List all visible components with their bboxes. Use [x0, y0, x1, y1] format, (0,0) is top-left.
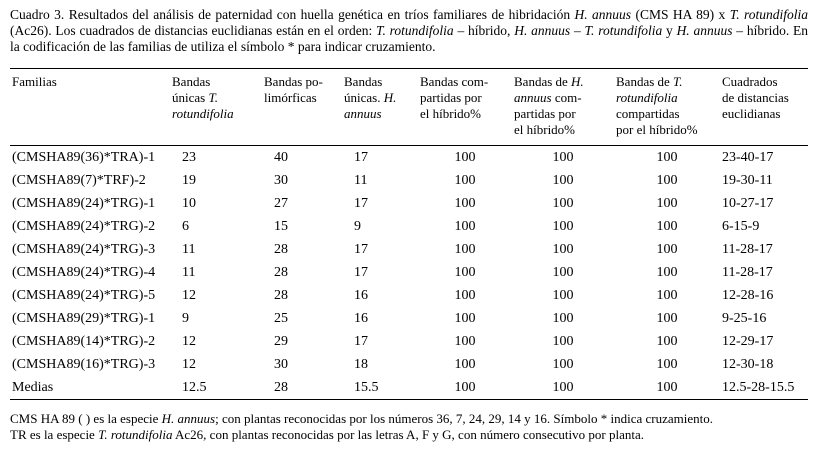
value-cell: 100 [552, 288, 574, 303]
text-run: com- [551, 90, 582, 105]
family-cell: (CMSHA89(14)*TRG)-2 [12, 334, 156, 349]
value-cell: 10-27-17 [722, 196, 774, 211]
value-cell: 11 [182, 242, 196, 257]
column-header [512, 69, 614, 146]
value-cell: 17 [354, 150, 368, 165]
text-run: Familias [12, 74, 57, 89]
text-run: Bandas po- [264, 74, 323, 89]
text-run: Bandas com- [420, 74, 489, 89]
value-cell: 17 [354, 196, 368, 211]
family-cell: (CMSHA89(7)*TRF)-2 [12, 173, 146, 188]
header-row [10, 69, 808, 146]
value-cell: 100 [656, 311, 678, 326]
value-cell: 100 [552, 380, 574, 395]
species-name: H. [383, 90, 397, 105]
column-header [342, 69, 418, 146]
value-cell: 17 [354, 242, 368, 257]
text-run: – híbrido, [453, 23, 515, 38]
text-run: ; con plantas reconocidas por los números 36, 7, 24, 29, 14 y 16. Símbolo * indica cruzamiento. [215, 411, 713, 426]
text-run: – [570, 23, 585, 38]
value-cell: 100 [454, 173, 476, 188]
value-cell: 9-25-16 [722, 311, 767, 326]
value-cell: 28 [274, 242, 288, 257]
value-cell: 100 [552, 150, 574, 165]
species-name: T. [673, 74, 683, 89]
value-cell: 9 [182, 311, 189, 326]
text-run: – híbrido. En la codificación de las familias de utiliza el símbolo * para indicar cruzamiento. [10, 23, 809, 54]
value-cell: 100 [552, 196, 574, 211]
value-cell: 11-28-17 [722, 265, 773, 280]
value-cell: 100 [454, 288, 476, 303]
column-header [10, 69, 170, 146]
value-cell: 100 [656, 265, 678, 280]
family-cell: (CMSHA89(24)*TRG)-3 [12, 242, 156, 257]
value-cell: 100 [656, 150, 678, 165]
text-run: Ac26, con plantas reconocidas por las letras A, F y G, con número consecutivo por planta. [172, 427, 644, 442]
value-cell: 6 [182, 219, 189, 234]
species-name: T. rotundifolia [584, 23, 663, 38]
species-name: H. annuus [676, 23, 733, 38]
species-name: annuus [344, 106, 382, 121]
table-row [10, 330, 808, 353]
value-cell: 25 [274, 311, 288, 326]
table-row [10, 376, 808, 400]
table-body [10, 146, 808, 400]
species-name: H. annuus [514, 23, 571, 38]
table-footnote [10, 411, 808, 443]
text-run: (CMS HA 89) x [631, 7, 730, 22]
family-cell: (CMSHA89(24)*TRG)-5 [12, 288, 156, 303]
value-cell: 17 [354, 334, 368, 349]
text-run: únicas [172, 90, 209, 105]
species-name: rotundifolia [172, 106, 234, 121]
value-cell: 28 [274, 380, 288, 395]
value-cell: 100 [656, 196, 678, 211]
text-run: Bandas de [616, 74, 674, 89]
species-name: rotundifolia [616, 90, 678, 105]
text-run: euclidianas [722, 106, 781, 121]
species-name: H. annuus [161, 411, 216, 426]
table-row [10, 192, 808, 215]
value-cell: 11 [182, 265, 196, 280]
value-cell: 12 [182, 357, 196, 372]
text-run: TR es la especie [10, 427, 99, 442]
text-run: Cuadro 3. Resultados del análisis de paternidad con huella genética en tríos familiares de hibridación [10, 7, 575, 22]
text-run: por el híbrido% [616, 122, 698, 137]
value-cell: 40 [274, 150, 288, 165]
text-run: Bandas de [514, 74, 572, 89]
column-header [720, 69, 808, 146]
text-run: el híbrido% [420, 106, 482, 121]
value-cell: 100 [454, 150, 476, 165]
value-cell: 12-28-16 [722, 288, 774, 303]
value-cell: 100 [656, 288, 678, 303]
family-cell: (CMSHA89(24)*TRG)-4 [12, 265, 156, 280]
value-cell: 18 [354, 357, 368, 372]
table-row [10, 284, 808, 307]
value-cell: 12 [182, 334, 196, 349]
text-run: Bandas [344, 74, 383, 89]
value-cell: 100 [454, 265, 476, 280]
value-cell: 12-29-17 [722, 334, 774, 349]
value-cell: 23-40-17 [722, 150, 774, 165]
value-cell: 100 [552, 357, 574, 372]
text-run: únicas. [344, 90, 384, 105]
value-cell: 30 [274, 357, 288, 372]
table-row [10, 169, 808, 192]
column-header [170, 69, 262, 146]
value-cell: 100 [454, 334, 476, 349]
value-cell: 100 [656, 173, 678, 188]
value-cell: 15 [274, 219, 288, 234]
value-cell: 23 [182, 150, 196, 165]
value-cell: 100 [656, 357, 678, 372]
value-cell: 28 [274, 265, 288, 280]
species-name: T. rotundifolia [729, 7, 809, 22]
table-row [10, 215, 808, 238]
species-name: T. rotundifolia [376, 23, 454, 38]
value-cell: 9 [354, 219, 361, 234]
results-table [10, 68, 808, 400]
value-cell: 100 [454, 357, 476, 372]
column-header [614, 69, 720, 146]
value-cell: 100 [656, 219, 678, 234]
table-row [10, 307, 808, 330]
value-cell: 12.5-28-15.5 [722, 380, 795, 395]
value-cell: 12.5 [182, 380, 207, 395]
text-run: el híbrido% [514, 122, 576, 137]
value-cell: 100 [552, 242, 574, 257]
family-cell: (CMSHA89(24)*TRG)-1 [12, 196, 156, 211]
value-cell: 100 [552, 219, 574, 234]
value-cell: 10 [182, 196, 196, 211]
value-cell: 15.5 [354, 380, 379, 395]
species-name: H. annuus [574, 7, 632, 22]
species-name: T. rotundifolia [98, 427, 173, 442]
value-cell: 100 [656, 334, 678, 349]
value-cell: 100 [552, 265, 574, 280]
text-run: Bandas [172, 74, 211, 89]
value-cell: 100 [552, 311, 574, 326]
value-cell: 16 [354, 311, 368, 326]
value-cell: 100 [454, 219, 476, 234]
value-cell: 100 [552, 334, 574, 349]
table-caption [10, 7, 808, 55]
value-cell: 100 [454, 242, 476, 257]
value-cell: 17 [354, 265, 368, 280]
text-run: (Ac26). Los cuadrados de distancias euclidianas están en el orden: [10, 23, 376, 38]
text-run: compartidas [616, 106, 680, 121]
value-cell: 27 [274, 196, 288, 211]
species-name: T. [208, 90, 218, 105]
table-row [10, 353, 808, 376]
column-header [418, 69, 512, 146]
table-header [10, 69, 808, 146]
value-cell: 16 [354, 288, 368, 303]
text-run: limórficas [264, 90, 317, 105]
value-cell: 11-28-17 [722, 242, 773, 257]
family-cell: (CMSHA89(16)*TRG)-3 [12, 357, 156, 372]
value-cell: 100 [552, 173, 574, 188]
value-cell: 30 [274, 173, 288, 188]
family-cell: Medias [12, 380, 54, 395]
value-cell: 29 [274, 334, 288, 349]
text-run: Cuadrados [722, 74, 778, 89]
family-cell: (CMSHA89(24)*TRG)-2 [12, 219, 156, 234]
species-name: annuus [514, 90, 552, 105]
column-header [262, 69, 342, 146]
table-row [10, 146, 808, 170]
value-cell: 12-30-18 [722, 357, 774, 372]
value-cell: 28 [274, 288, 288, 303]
table-row [10, 238, 808, 261]
value-cell: 19-30-11 [722, 173, 773, 188]
text-run: y [662, 23, 677, 38]
value-cell: 19 [182, 173, 196, 188]
value-cell: 100 [454, 311, 476, 326]
value-cell: 100 [454, 380, 476, 395]
value-cell: 100 [656, 242, 678, 257]
text-run: CMS HA 89 ( ) es la especie [10, 411, 162, 426]
value-cell: 12 [182, 288, 196, 303]
text-run: partidas por [514, 106, 576, 121]
text-run: de distancias [722, 90, 789, 105]
value-cell: 11 [354, 173, 368, 188]
value-cell: 6-15-9 [722, 219, 760, 234]
family-cell: (CMSHA89(36)*TRA)-1 [12, 150, 156, 165]
text-run: partidas por [420, 90, 482, 105]
species-name: H. [571, 74, 584, 89]
value-cell: 100 [454, 196, 476, 211]
table-row [10, 261, 808, 284]
family-cell: (CMSHA89(29)*TRG)-1 [12, 311, 156, 326]
value-cell: 100 [656, 380, 678, 395]
